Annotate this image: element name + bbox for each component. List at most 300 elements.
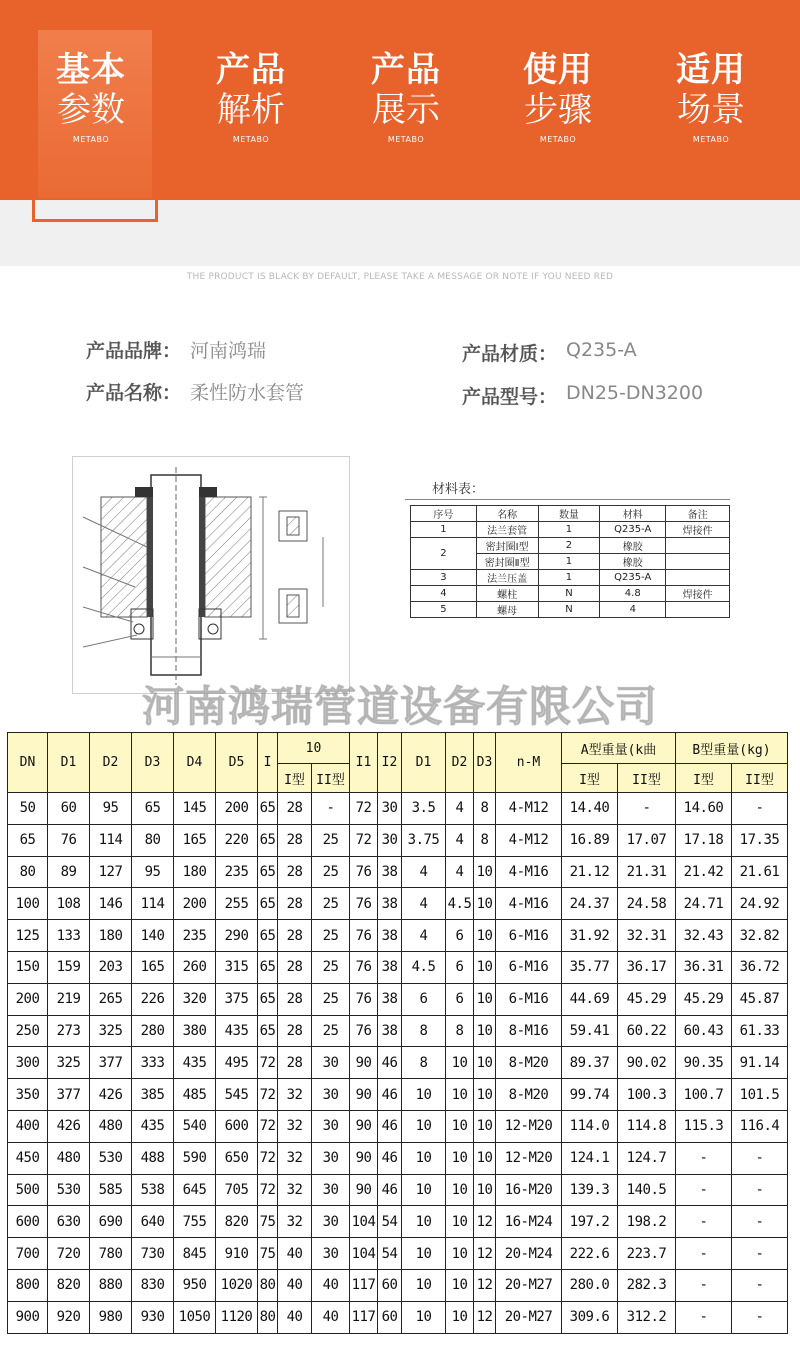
- table-cell: 32.43: [676, 920, 732, 952]
- nav-tab-main-label: 基本: [56, 50, 126, 90]
- table-cell: 90: [350, 1110, 378, 1142]
- table-cell: 32: [278, 1142, 312, 1174]
- table-cell: 4: [600, 602, 666, 618]
- table-cell: 10: [474, 1174, 496, 1206]
- table-cell: 10: [402, 1142, 446, 1174]
- table-cell: 6-M16: [496, 920, 562, 952]
- table-cell: 377: [48, 1079, 90, 1111]
- table-cell: 8-M20: [496, 1047, 562, 1079]
- table-row: [8, 1142, 788, 1174]
- table-cell: 114: [132, 888, 174, 920]
- table-cell: 2: [411, 538, 477, 570]
- table-cell: 46: [378, 1110, 402, 1142]
- table-cell: 65: [258, 856, 278, 888]
- table-cell: 500: [8, 1174, 48, 1206]
- table-cell: 100.3: [618, 1079, 676, 1111]
- table-cell: 530: [90, 1142, 132, 1174]
- table-cell: 25: [312, 983, 350, 1015]
- table-cell: 104: [350, 1238, 378, 1270]
- table-row: [8, 1269, 788, 1301]
- table-cell: 1: [538, 570, 600, 586]
- table-cell: 46: [378, 1079, 402, 1111]
- table-cell: 6: [402, 983, 446, 1015]
- table-cell: 820: [48, 1269, 90, 1301]
- header-cell: I2: [378, 733, 402, 793]
- nav-tab-en-label: METABO: [232, 135, 270, 144]
- table-cell: 8: [474, 793, 496, 825]
- table-cell: 4: [446, 824, 474, 856]
- table-cell: 72: [258, 1110, 278, 1142]
- table-cell: 10: [474, 1047, 496, 1079]
- table-cell: 480: [90, 1110, 132, 1142]
- table-cell: 76: [350, 920, 378, 952]
- table-cell: 12-M20: [496, 1110, 562, 1142]
- nav-tab-sub-label: 场景: [677, 90, 745, 130]
- table-cell: 30: [312, 1047, 350, 1079]
- table-cell: 538: [132, 1174, 174, 1206]
- nav-tab-product-analysis[interactable]: [176, 50, 326, 146]
- table-cell: 280: [132, 1015, 174, 1047]
- table-cell: 38: [378, 920, 402, 952]
- nav-tab-sub-label: 参数: [57, 90, 125, 130]
- table-cell: 375: [216, 983, 258, 1015]
- table-cell: 116.4: [732, 1110, 788, 1142]
- table-cell: 4.5: [446, 888, 474, 920]
- table-cell: 315: [216, 951, 258, 983]
- table-cell: 38: [378, 888, 402, 920]
- header-cell: D2: [90, 733, 132, 793]
- table-row: [8, 951, 788, 983]
- table-cell: 72: [258, 1047, 278, 1079]
- table-cell: 300: [8, 1047, 48, 1079]
- table-cell: 930: [132, 1301, 174, 1333]
- active-tab-frame-corner-right: [128, 200, 158, 222]
- table-cell: 60: [378, 1269, 402, 1301]
- table-cell: 44.69: [562, 983, 618, 1015]
- table-cell: 1: [538, 522, 600, 538]
- table-cell: 76: [48, 824, 90, 856]
- table-cell: 30: [312, 1110, 350, 1142]
- table-cell: 290: [216, 920, 258, 952]
- table-cell: 60: [378, 1301, 402, 1333]
- table-cell: 10: [446, 1174, 474, 1206]
- nav-tab-sub-label: 步骤: [524, 90, 592, 130]
- table-cell: 203: [90, 951, 132, 983]
- table-cell: 10: [474, 1142, 496, 1174]
- table-cell: 21.31: [618, 856, 676, 888]
- color-notice: THE PRODUCT IS BLACK BY DEFAULT, PLEASE TAKE A MESSAGE OR NOTE IF YOU NEED RED: [186, 272, 614, 282]
- table-cell: 4-M16: [496, 856, 562, 888]
- table-cell: 72: [258, 1174, 278, 1206]
- table-cell: 10: [402, 1269, 446, 1301]
- table-cell: 28: [278, 951, 312, 983]
- table-cell: 222.6: [562, 1238, 618, 1270]
- table-cell: 755: [174, 1206, 216, 1238]
- table-cell: 10: [446, 1079, 474, 1111]
- table-cell: 10: [446, 1047, 474, 1079]
- table-cell: 117: [350, 1301, 378, 1333]
- table-cell: 76: [350, 888, 378, 920]
- table-cell: 65: [132, 793, 174, 825]
- company-watermark: 河南鸿瑞管道设备有限公司: [141, 682, 658, 731]
- table-cell: 980: [90, 1301, 132, 1333]
- table-cell: 4: [402, 888, 446, 920]
- table-cell: 645: [174, 1174, 216, 1206]
- material-table-title: 材料表：: [432, 482, 485, 497]
- header-cell: I1: [350, 733, 378, 793]
- table-cell: 24.92: [732, 888, 788, 920]
- table-cell: 4.5: [402, 951, 446, 983]
- table-cell: 495: [216, 1047, 258, 1079]
- table-cell: 80: [258, 1301, 278, 1333]
- table-cell: 95: [132, 856, 174, 888]
- table-cell: 45.29: [676, 983, 732, 1015]
- table-cell: 10: [446, 1238, 474, 1270]
- table-cell: 114.8: [618, 1110, 676, 1142]
- header-cell: 名称: [476, 506, 538, 522]
- table-cell: 10: [402, 1238, 446, 1270]
- table-cell: 223.7: [618, 1238, 676, 1270]
- table-cell: 273: [48, 1015, 90, 1047]
- table-cell: 89.37: [562, 1047, 618, 1079]
- table-cell: -: [732, 1206, 788, 1238]
- table-cell: 28: [278, 920, 312, 952]
- table-cell: 28: [278, 1015, 312, 1047]
- table-cell: 10: [474, 1079, 496, 1111]
- table-cell: 165: [174, 824, 216, 856]
- table-cell: 377: [90, 1047, 132, 1079]
- table-row: [8, 1238, 788, 1270]
- table-cell: 1: [538, 554, 600, 570]
- table-cell: 54: [378, 1238, 402, 1270]
- table-cell: 28: [278, 983, 312, 1015]
- table-row: [411, 570, 730, 586]
- table-cell: 65: [258, 1015, 278, 1047]
- table-cell: 4-M12: [496, 824, 562, 856]
- table-cell: 30: [312, 1238, 350, 1270]
- header-cell: D1: [48, 733, 90, 793]
- table-cell: 60.22: [618, 1015, 676, 1047]
- table-cell: 30: [378, 824, 402, 856]
- table-cell: 焊接件: [666, 586, 730, 602]
- header-cell: D4: [174, 733, 216, 793]
- header-cell: 材料: [600, 506, 666, 522]
- table-cell: -: [676, 1206, 732, 1238]
- table-cell: 76: [350, 856, 378, 888]
- table-cell: 426: [90, 1079, 132, 1111]
- model-value: DN25-DN3200: [566, 382, 704, 404]
- table-cell: 4.8: [600, 586, 666, 602]
- brand-value: 河南鸿瑞: [190, 340, 267, 362]
- table-cell: 28: [278, 1047, 312, 1079]
- table-cell: 380: [174, 1015, 216, 1047]
- table-cell: 114.0: [562, 1110, 618, 1142]
- table-row: [411, 586, 730, 602]
- table-cell: 76: [350, 983, 378, 1015]
- table-cell: 4: [446, 856, 474, 888]
- table-cell: 255: [216, 888, 258, 920]
- table-cell: 40: [278, 1238, 312, 1270]
- table-cell: 橡胶: [600, 554, 666, 570]
- table-cell: 6-M16: [496, 951, 562, 983]
- table-cell: 32: [278, 1174, 312, 1206]
- table-cell: 32: [278, 1110, 312, 1142]
- table-cell: 36.17: [618, 951, 676, 983]
- table-cell: 400: [8, 1110, 48, 1142]
- table-cell: [666, 554, 730, 570]
- table-cell: 12: [474, 1269, 496, 1301]
- table-cell: 1020: [216, 1269, 258, 1301]
- header-cell: DN: [8, 733, 48, 793]
- table-cell: Q235-A: [600, 570, 666, 586]
- table-cell: 50: [8, 793, 48, 825]
- product-name-value: 柔性防水套管: [190, 382, 305, 404]
- table-cell: 220: [216, 824, 258, 856]
- table-cell: 10: [446, 1269, 474, 1301]
- table-cell: 282.3: [618, 1269, 676, 1301]
- table-cell: 72: [258, 1142, 278, 1174]
- table-cell: 橡胶: [600, 538, 666, 554]
- table-row: [8, 920, 788, 952]
- technical-drawing: [72, 456, 350, 694]
- header-cell: D5: [216, 733, 258, 793]
- product-name-label: 产品名称：: [86, 382, 182, 404]
- table-cell: 10: [474, 1110, 496, 1142]
- nav-tab-en-label: METABO: [539, 135, 577, 144]
- table-cell: 焊接件: [666, 522, 730, 538]
- table-cell: 20-M27: [496, 1269, 562, 1301]
- table-cell: 20-M27: [496, 1301, 562, 1333]
- table-row: [8, 1174, 788, 1206]
- table-cell: 90.02: [618, 1047, 676, 1079]
- nav-tab-main-label: 使用: [523, 50, 593, 90]
- table-cell: 65: [258, 983, 278, 1015]
- table-cell: 密封圈Ⅰ型: [476, 538, 538, 554]
- table-cell: 140: [132, 920, 174, 952]
- table-cell: 45.87: [732, 983, 788, 1015]
- table-cell: 36.31: [676, 951, 732, 983]
- table-cell: 16-M20: [496, 1174, 562, 1206]
- table-cell: 600: [216, 1110, 258, 1142]
- header-cell: n-M: [496, 733, 562, 793]
- table-cell: 200: [216, 793, 258, 825]
- table-cell: 845: [174, 1238, 216, 1270]
- table-cell: 200: [8, 983, 48, 1015]
- table-cell: -: [732, 1238, 788, 1270]
- table-cell: 312.2: [618, 1301, 676, 1333]
- table-cell: 8: [474, 824, 496, 856]
- table-cell: 5: [411, 602, 477, 618]
- table-row: [411, 522, 730, 538]
- table-cell: 61.33: [732, 1015, 788, 1047]
- nav-tab-en-label: METABO: [72, 135, 110, 144]
- table-cell: 17.35: [732, 824, 788, 856]
- table-cell: 72: [350, 793, 378, 825]
- table-cell: 螺柱: [476, 586, 538, 602]
- table-cell: 30: [312, 1142, 350, 1174]
- table-cell: 265: [90, 983, 132, 1015]
- table-cell: 14.40: [562, 793, 618, 825]
- table-cell: 40: [278, 1269, 312, 1301]
- table-cell: 32: [278, 1206, 312, 1238]
- table-cell: 90.35: [676, 1047, 732, 1079]
- table-cell: 36.72: [732, 951, 788, 983]
- table-cell: 30: [312, 1079, 350, 1111]
- table-cell: -: [676, 1269, 732, 1301]
- table-cell: 90: [350, 1142, 378, 1174]
- table-row: [8, 1015, 788, 1047]
- table-cell: 38: [378, 983, 402, 1015]
- table-cell: 76: [350, 951, 378, 983]
- table-cell: 140.5: [618, 1174, 676, 1206]
- table-cell: 8-M16: [496, 1015, 562, 1047]
- table-cell: 1120: [216, 1301, 258, 1333]
- nav-tab-en-label: METABO: [387, 135, 425, 144]
- table-cell: 133: [48, 920, 90, 952]
- table-cell: 640: [132, 1206, 174, 1238]
- table-cell: 485: [174, 1079, 216, 1111]
- table-cell: 10: [402, 1174, 446, 1206]
- table-cell: 密封圈Ⅱ型: [476, 554, 538, 570]
- table-cell: 10: [446, 1110, 474, 1142]
- table-cell: 115.3: [676, 1110, 732, 1142]
- table-cell: 45.29: [618, 983, 676, 1015]
- table-cell: 4: [402, 920, 446, 952]
- header-cell: I型: [278, 764, 312, 793]
- table-cell: 20-M24: [496, 1238, 562, 1270]
- nav-tab-main-label: 适用: [676, 50, 746, 90]
- table-cell: 60: [48, 793, 90, 825]
- table-cell: 6: [446, 951, 474, 983]
- table-cell: 25: [312, 1015, 350, 1047]
- table-cell: 8: [402, 1047, 446, 1079]
- table-cell: 435: [174, 1047, 216, 1079]
- table-cell: 108: [48, 888, 90, 920]
- table-cell: 95: [90, 793, 132, 825]
- table-cell: 545: [216, 1079, 258, 1111]
- table-cell: 197.2: [562, 1206, 618, 1238]
- table-cell: 198.2: [618, 1206, 676, 1238]
- table-row: [411, 602, 730, 618]
- table-cell: 80: [258, 1269, 278, 1301]
- table-cell: 32.31: [618, 920, 676, 952]
- header-cell: B型重量(kg): [676, 733, 788, 764]
- header-cell: D2: [446, 733, 474, 793]
- table-cell: 法兰压盖: [476, 570, 538, 586]
- table-cell: 530: [48, 1174, 90, 1206]
- nav-tab-sub-label: 解析: [217, 90, 285, 130]
- table-cell: N: [538, 586, 600, 602]
- table-cell: 99.74: [562, 1079, 618, 1111]
- table-cell: 100.7: [676, 1079, 732, 1111]
- table-row: [8, 1301, 788, 1333]
- material-table-header-row: [411, 506, 730, 522]
- table-cell: 159: [48, 951, 90, 983]
- table-cell: 65: [258, 824, 278, 856]
- table-cell: 590: [174, 1142, 216, 1174]
- table-cell: 89: [48, 856, 90, 888]
- table-cell: 950: [174, 1269, 216, 1301]
- table-cell: 385: [132, 1079, 174, 1111]
- table-cell: 90: [350, 1174, 378, 1206]
- table-cell: 426: [48, 1110, 90, 1142]
- table-cell: 32.82: [732, 920, 788, 952]
- table-cell: 309.6: [562, 1301, 618, 1333]
- material-label: 产品材质：: [462, 343, 558, 365]
- nav-tab-basic-params[interactable]: [16, 50, 166, 146]
- header-cell: D3: [474, 733, 496, 793]
- table-cell: -: [618, 793, 676, 825]
- table-cell: 65: [258, 920, 278, 952]
- table-cell: 280.0: [562, 1269, 618, 1301]
- table-cell: 139.3: [562, 1174, 618, 1206]
- table-cell: 91.14: [732, 1047, 788, 1079]
- table-cell: 12-M20: [496, 1142, 562, 1174]
- table-cell: -: [676, 1142, 732, 1174]
- table-cell: 16-M24: [496, 1206, 562, 1238]
- nav-tab-usage-steps[interactable]: [483, 50, 633, 146]
- material-value: Q235-A: [566, 339, 637, 361]
- table-cell: 114: [90, 824, 132, 856]
- table-cell: 6: [446, 920, 474, 952]
- table-cell: 17.18: [676, 824, 732, 856]
- table-cell: 127: [90, 856, 132, 888]
- table-cell: 250: [8, 1015, 48, 1047]
- table-cell: 3: [411, 570, 477, 586]
- brand-label: 产品品牌：: [86, 340, 182, 362]
- table-cell: 30: [378, 793, 402, 825]
- table-cell: 28: [278, 888, 312, 920]
- header-cell: I型: [676, 764, 732, 793]
- table-cell: 900: [8, 1301, 48, 1333]
- table-cell: 8: [446, 1015, 474, 1047]
- table-cell: 585: [90, 1174, 132, 1206]
- table-cell: 40: [278, 1301, 312, 1333]
- table-cell: -: [312, 793, 350, 825]
- active-tab-frame-corner-left: [32, 200, 62, 222]
- table-row: [411, 538, 730, 554]
- table-cell: 10: [446, 1301, 474, 1333]
- table-cell: 16.89: [562, 824, 618, 856]
- nav-tab-applications[interactable]: [636, 50, 786, 146]
- nav-tab-product-display[interactable]: [331, 50, 481, 146]
- header-cell: II型: [618, 764, 676, 793]
- table-row: [8, 793, 788, 825]
- table-cell: 320: [174, 983, 216, 1015]
- table-cell: 40: [312, 1301, 350, 1333]
- table-cell: 10: [474, 856, 496, 888]
- table-cell: -: [732, 1142, 788, 1174]
- table-row: [8, 1206, 788, 1238]
- header-cell: II型: [312, 764, 350, 793]
- table-cell: 920: [48, 1301, 90, 1333]
- table-cell: 21.42: [676, 856, 732, 888]
- table-cell: 90: [350, 1047, 378, 1079]
- table-cell: 1: [411, 522, 477, 538]
- table-cell: 780: [90, 1238, 132, 1270]
- table-cell: 25: [312, 856, 350, 888]
- table-cell: 24.71: [676, 888, 732, 920]
- table-cell: 31.92: [562, 920, 618, 952]
- table-row: [8, 856, 788, 888]
- table-cell: 21.12: [562, 856, 618, 888]
- table-cell: [666, 538, 730, 554]
- header-cell: I: [258, 733, 278, 793]
- table-cell: 90: [350, 1079, 378, 1111]
- table-cell: 4-M16: [496, 888, 562, 920]
- table-cell: 10: [474, 1015, 496, 1047]
- header-cell: 数量: [538, 506, 600, 522]
